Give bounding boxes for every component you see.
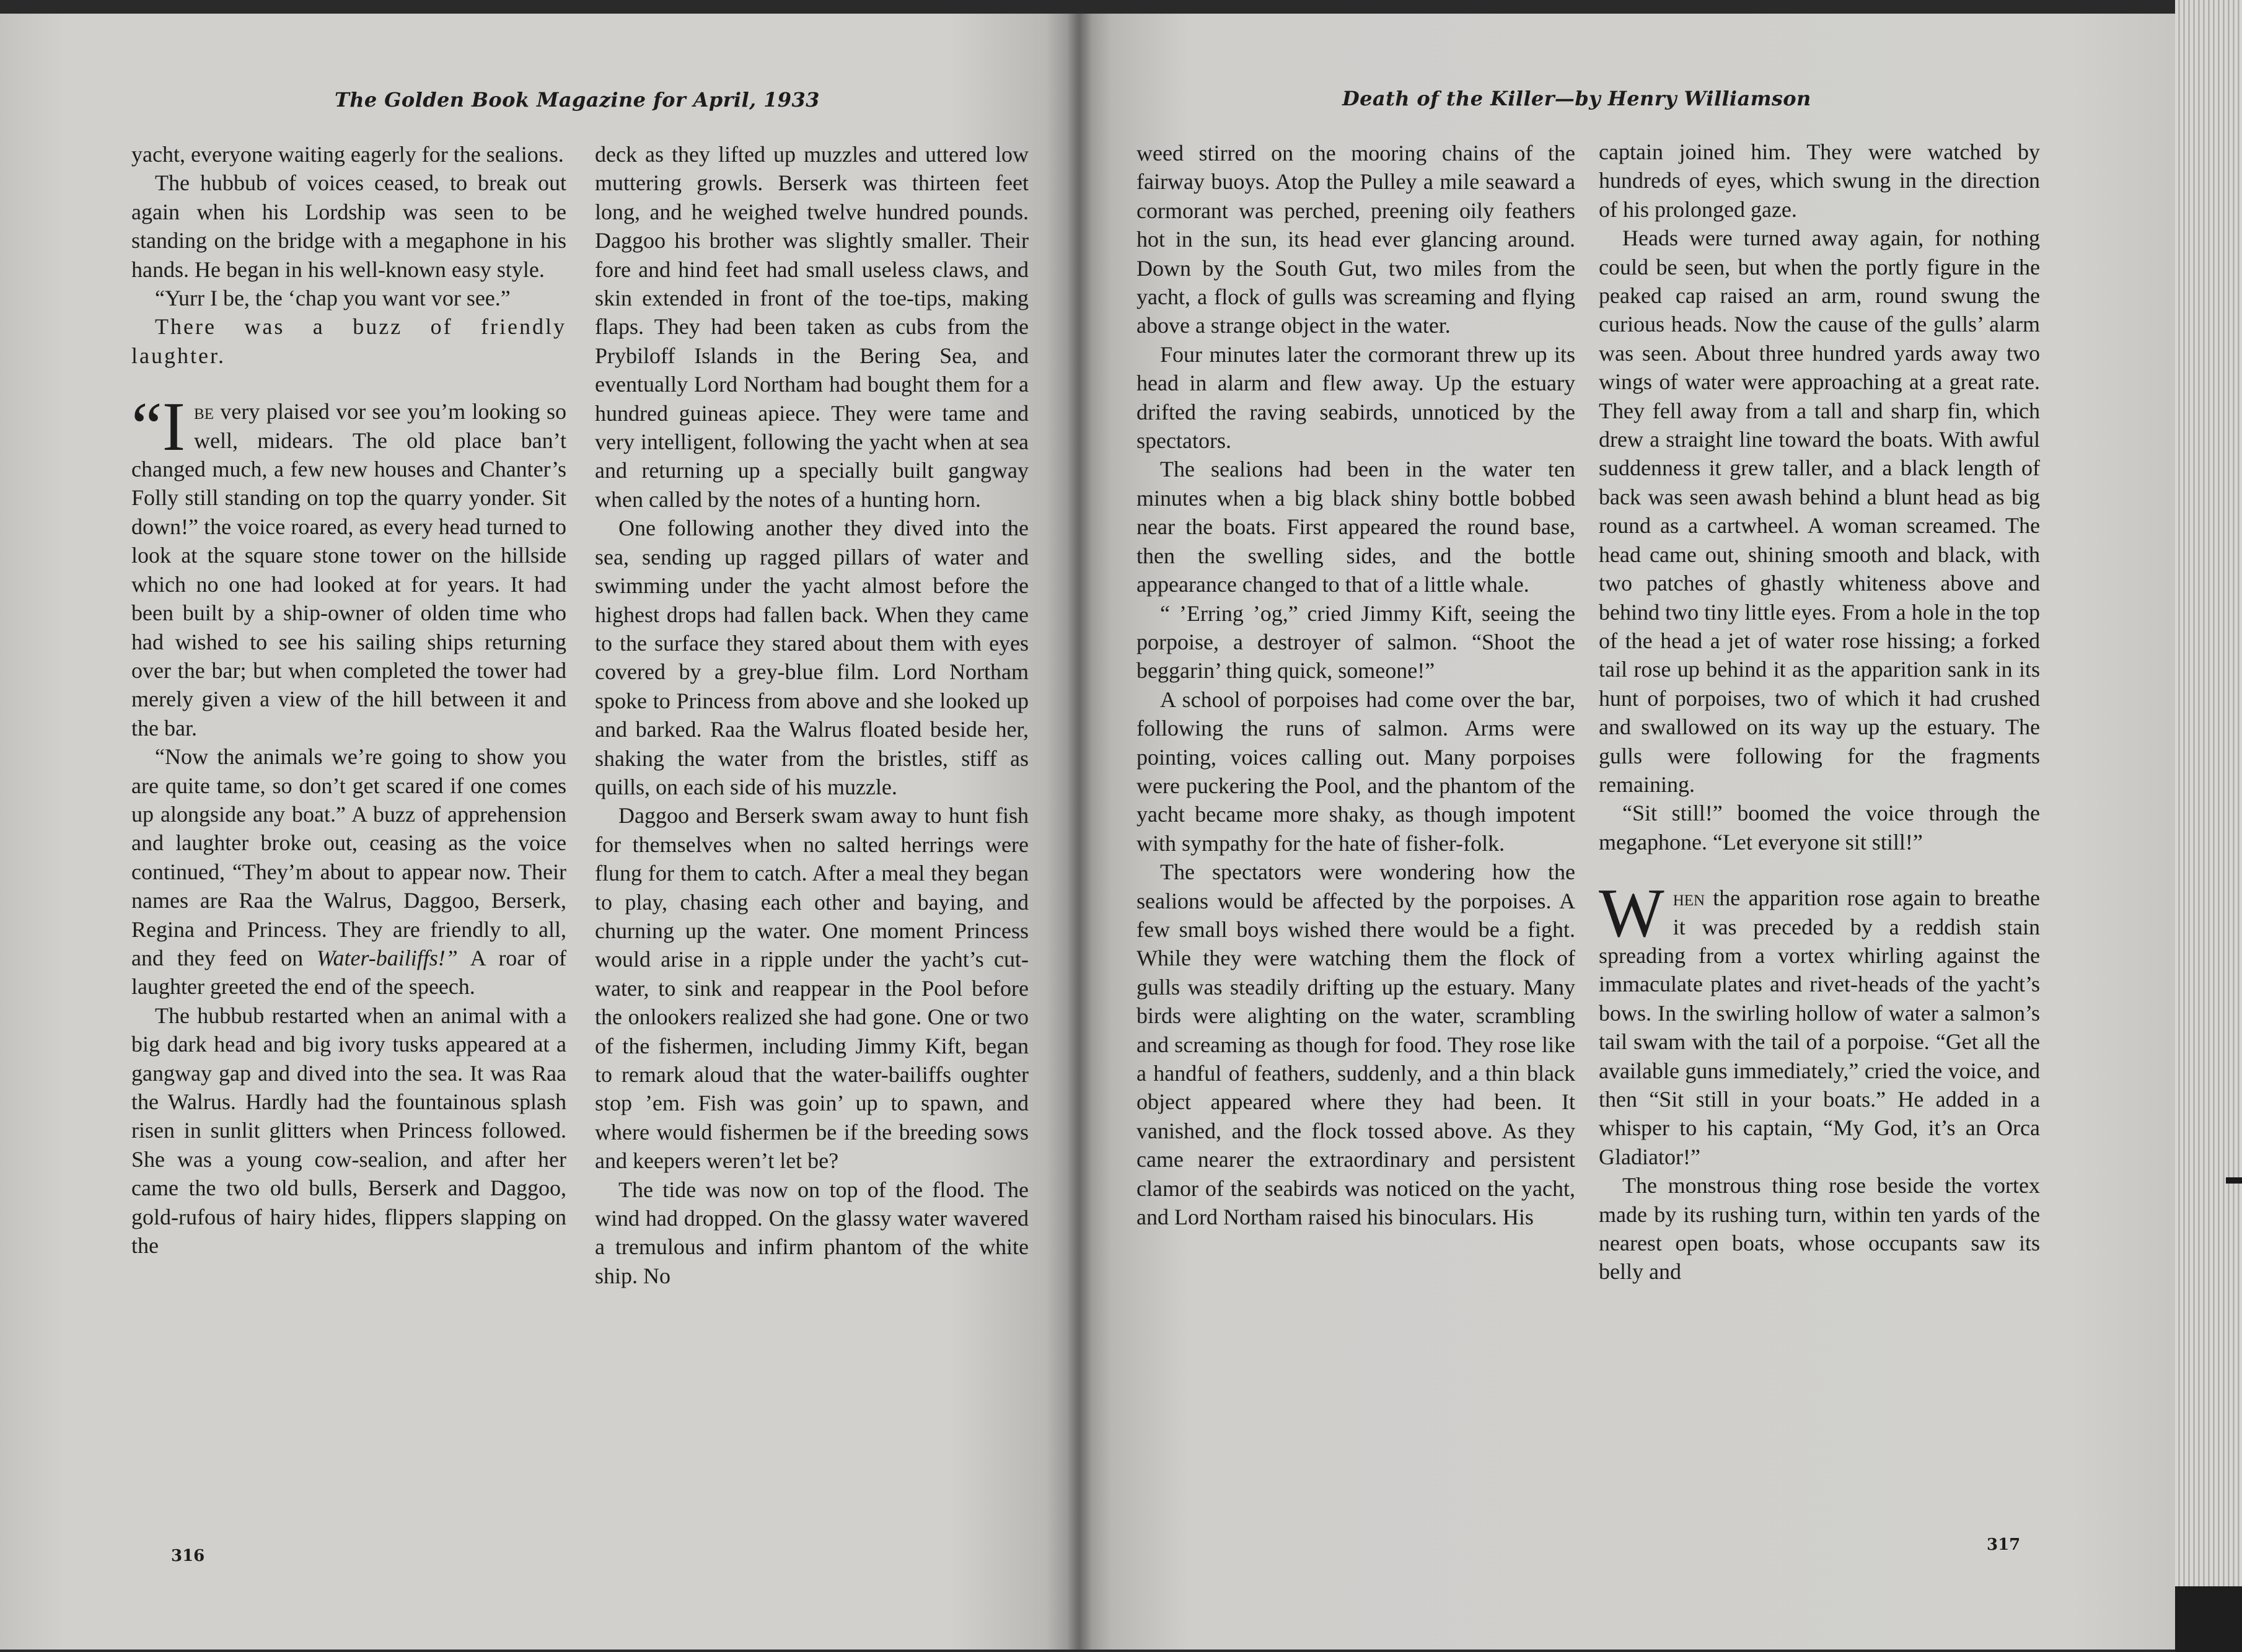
- paragraph-text: very plaised vor see you’m looking so well, midears. The old place ban’t changed much, a few new houses and Chanter’s Folly still standing on top the quarry yonder. Sit down!” the voice roared, as every head turned to look at the square stone tower on the hillside which no one had looked at for years. It had been built by a ship-owner of olden time who had wished to see his sailing ships returning over the bar; but when completed the tower had merely given a view of the hill between it and the bar.: [131, 399, 566, 740]
- paragraph: “ ’Erring ’og,” cried Jimmy Kift, seeing the porpoise, a destroyer of salmon. “Shoot the beggarin’ thing quick, someone!”: [1136, 600, 1575, 683]
- paragraph-text: “Now the animals we’re going to show you are quite tame, so don’t get scared if one comes up alongside any boat.” A buzz of apprehension and laughter broke out, ceasing as the voice continued, “They’m about to appear now. Their names are Raa the Walrus, Daggoo, Berserk, Regina and Princess. They are friendly to all, and they feed on: [131, 744, 566, 970]
- background-corner: [2175, 1586, 2242, 1652]
- italic-text: Water-bailiffs!”: [316, 945, 458, 970]
- page-number-right: 317: [1987, 1536, 2021, 1554]
- column-1: [131, 140, 566, 1260]
- section-break: [131, 370, 566, 397]
- paragraph: One following another they dived into the sea, sending up ragged pillars of water and swimming under the yacht almost before the highest drops had fallen back. When they came to the surface they stared about them with eyes covered by a grey-blue film. Lord Northam spoke to Princess from above and she looked up and barked. Raa the Walrus floated beside her, shaking the water from the bristles, stiff as quills, on each side of his muzzle.: [595, 516, 1029, 799]
- column-2: [595, 140, 1029, 1290]
- page-edges: [2175, 0, 2242, 1652]
- column-3: [1136, 139, 1575, 1231]
- paragraph: yacht, everyone waiting eagerly for the sealions.: [131, 142, 564, 167]
- paragraph-dropcap: [131, 389, 566, 742]
- section-break: [1599, 856, 2040, 884]
- paragraph: A school of porpoises had come over the bar, following the runs of salmon. Arms were pointing, voices calling out. Many porpoises were puckering the Pool, and the phantom of the yacht became more shaky, as though impotent with sympathy for the hate of fisher-folk.: [1136, 687, 1575, 856]
- bookmark-tab: [2226, 1177, 2242, 1184]
- paragraph: “Yurr I be, the ‘chap you want vor see.”: [155, 286, 511, 311]
- paragraph: The sealions had been in the water ten minutes when a big black shiny bottle bobbed near the boats. First appeared the round base, then the swelling sides, and the bottle appearance changed to that of a little whale.: [1136, 457, 1575, 597]
- paragraph: The monstrous thing rose beside the vortex made by its rushing turn, within ten yards of the nearest open boats, whose occupants saw its belly and: [1599, 1173, 2040, 1285]
- small-caps-lead: be: [194, 399, 214, 424]
- left-running-head: The Golden Book Magazine for April, 1933: [335, 88, 820, 112]
- page-number-left: 316: [171, 1547, 205, 1565]
- paragraph-text: the apparition rose again to breathe it was preceded by a reddish stain spreading from a vortex whirling against the immaculate plates and rivet-heads of the yacht’s bows. In the swirling hollow of water a salmon’s tail swam with the tail of a porpoise. “Get all the available guns immediately,” cried the voice, and then “Sit still in your boats.” He added in a whisper to his captain, “My God, it’s an Orca Gladiator!”: [1599, 885, 2040, 1169]
- paragraph: The hubbub restarted when an animal with a big dark head and big ivory tusks appeared at a gangway gap and dived into the sea. It was Raa the Walrus. Hardly had the fountainous splash risen in sunlit glitters when Princess followed. She was a young cow-sealion, and after her came the two old bulls, Berserk and Daggoo, gold-rufous of hairy hides, flippers slapping on the: [131, 1003, 566, 1259]
- column-4: [1599, 138, 2040, 1286]
- paragraph: Heads were turned away again, for nothing could be seen, but when the portly figure in the peaked cap raised an arm, round swung the curious heads. Now the cause of the gulls’ alarm was seen. About three hundred yards away two wings of water were approaching at a great rate. They fell away from a tall and sharp fin, which drew a straight line toward the boats. With awful suddenness it grew taller, and a black length of back was seen awash behind a blunt head as big round as a cartwheel. A woman screamed. The head came out, shining smooth and black, with two patches of ghastly whiteness above and behind two tiny little eyes. From a hole in the top of the head a jet of water rose hissing; a forked tail rose up behind it as the apparition sank in its hunt of porpoises, two of which it had crushed and swallowed on its way up the estuary. The gulls were following for the fragments remaining.: [1599, 226, 2040, 797]
- paragraph: “Sit still!” boomed the voice through the megaphone. “Let everyone sit still!”: [1599, 801, 2040, 855]
- paragraph-text: A roar of laughter greeted the end of the speech.: [131, 945, 566, 1000]
- drop-cap: “I: [131, 389, 186, 466]
- paragraph: captain joined him. They were watched by hundreds of eyes, which swung in the direction of his prolonged gaze.: [1599, 139, 2040, 222]
- paragraph: The spectators were wondering how the sealions would be affected by the porpoises. A few small boys wished there would be a fight. While they were watching them the flock of gulls was steadily drifting up the estuary. Many birds were alighting on the water, scrambling and screaming as though for food. They rose like a handful of feathers, suddenly, and a thin black object appeared where they had been. It vanished, and the flock tossed above. As they came nearer the extraordinary and persistent clamor of the seabirds was noticed on the yacht, and Lord Northam raised his binoculars. His: [1136, 859, 1575, 1230]
- paragraph: The tide was now on top of the flood. The wind had dropped. On the glassy water wavered a tremulous and infirm phantom of the white ship. No: [595, 1177, 1029, 1288]
- paragraph: Daggoo and Berserk swam away to hunt fish for themselves when no salted herrings were flung for them to catch. After a meal they began to play, chasing each other and baying, and churning up the water. One moment Princess would arise in a ripple under the yacht’s cut-water, to sink and reappear in the Pool before the onlookers realized she had gone. One or two of the fishermen, including Jimmy Kift, began to remark aloud that the water-bailiffs oughter stop ’em. Fish was goin’ up to spawn, and where would fishermen be if the breeding sows and keepers weren’t let be?: [595, 803, 1029, 1174]
- paragraph: The hubbub of voices ceased, to break out again when his Lordship was seen to be standing on the bridge with a megaphone in his hands. He began in his well-known easy style.: [131, 170, 566, 282]
- paragraph: There was a buzz of friendly laughter.: [131, 314, 566, 368]
- small-caps-lead: hen: [1673, 885, 1705, 911]
- paragraph-dropcap: [1599, 875, 2040, 1171]
- right-running-head: Death of the Killer—by Henry Williamson: [1342, 87, 1811, 110]
- paragraph: deck as they lifted up muzzles and uttered low muttering growls. Berserk was thirteen feet long, and he weighed twelve hundred pounds. Daggoo his brother was slightly smaller. Their fore and hind feet had small useless claws, and skin extended in front of the toe-tips, making flaps. They had been taken as cubs from the Prybiloff Islands in the Bering Sea, and eventually Lord Northam had bought them for a hundred guineas apiece. They were tame and very intelligent, following the yacht when at sea and returning up a specially built gangway when called by the notes of a hunting horn.: [595, 142, 1029, 512]
- book-gutter: [1067, 14, 1092, 1650]
- drop-cap: W: [1599, 875, 1664, 952]
- paragraph: weed stirred on the mooring chains of the fairway buoys. Atop the Pulley a mile seaward a cormorant was perched, preening oily feathers hot in the sun, its head ever glancing around. Down by the South Gut, two miles from the yacht, a flock of gulls was screaming and flying above a strange object in the water.: [1136, 141, 1575, 338]
- paragraph: [131, 742, 566, 1001]
- paragraph: Four minutes later the cormorant threw up its head in alarm and flew away. Up the estuary drifted the raving seabirds, unnoticed by the spectators.: [1136, 341, 1575, 454]
